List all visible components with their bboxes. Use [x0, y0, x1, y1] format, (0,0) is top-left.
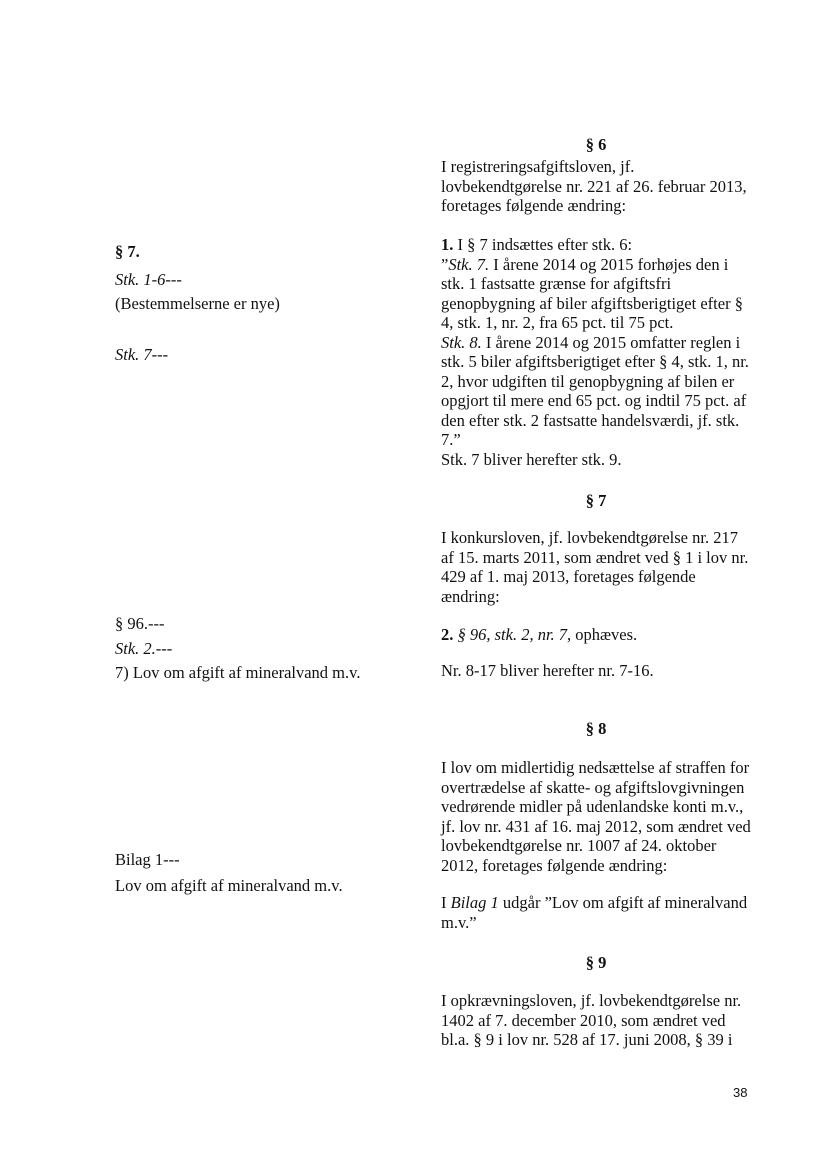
stk8-line: 7.”: [441, 430, 461, 449]
current-law-p7-stk7: Stk. 7---: [115, 345, 169, 364]
section-9-heading: § 9: [585, 953, 607, 972]
section-7-intro-line: ændring:: [441, 586, 500, 606]
section-8-intro: [441, 758, 751, 875]
change-text: udgår ”Lov om afgift af mineralvand: [498, 893, 748, 912]
amendment-2-ref: § 96, stk. 2, nr. 7: [457, 625, 568, 644]
section-8-intro-line: overtrædelse af skatte- og afgiftslovgivningen: [441, 777, 745, 797]
amendment-2: [441, 625, 637, 645]
amendment-number: 1.: [441, 235, 454, 254]
section-8-change-line: m.v.”: [441, 912, 477, 932]
section-6-intro: [441, 157, 747, 216]
section-9-intro-line: 1402 af 7. december 2010, som ændret ved: [441, 1010, 726, 1030]
stk7-label: Stk. 7.: [448, 254, 490, 274]
amendment-1-line: [441, 235, 749, 255]
stk8-line: opgjort til mere end 65 pct. og indtil 75 pct. af: [441, 391, 747, 410]
current-law-p96-stk2: Stk. 2.---: [115, 639, 173, 658]
stk8-first-line: [441, 333, 749, 353]
section-8-intro-line: I lov om midlertidig nedsættelse af straffen for: [441, 758, 750, 777]
section-8-intro-line: lovbekendtgørelse nr. 1007 af 24. oktober: [441, 836, 717, 855]
amendment-1-text: I § 7 indsættes efter stk. 6:: [453, 235, 633, 254]
current-law-p96-heading: § 96.---: [115, 614, 165, 633]
stk7-line: 4, stk. 1, nr. 2, fra 65 pct. til 75 pct.: [441, 313, 674, 332]
section-6-intro-line: foretages følgende ændring:: [441, 196, 627, 215]
section-8-intro-line: 2012, foretages følgende ændring:: [441, 855, 668, 875]
section-6-amendment: [441, 235, 749, 469]
section-7-intro-line: af 15. marts 2011, som ændret ved § 1 i lov nr.: [441, 547, 749, 567]
current-law-bilag-item: Lov om afgift af mineralvand m.v.: [115, 876, 343, 895]
opening-quote: ”: [441, 254, 449, 274]
change-prefix: I: [441, 893, 451, 912]
section-7-intro-line: 429 af 1. maj 2013, foretages følgende: [441, 567, 696, 586]
stk8-line: 2, hvor udgiften til genopbygning af bilen er: [441, 371, 735, 391]
stk7-line: genopbygning af biler afgiftsberigtiget efter §: [441, 293, 743, 313]
stk8-line: stk. 5 biler afgiftsberigtiget efter § 4, stk. 1, nr.: [441, 352, 749, 371]
section-7-intro: [441, 528, 748, 606]
page-number: 38: [733, 1085, 748, 1100]
amendment-number: 2.: [441, 625, 454, 644]
renumber-note: Stk. 7 bliver herefter stk. 9.: [441, 449, 622, 469]
bilag-ref: Bilag 1: [450, 893, 499, 912]
amendment-2-text: , ophæves.: [567, 625, 638, 644]
section-9-intro: [441, 991, 741, 1050]
current-law-bilag-heading: Bilag 1---: [115, 850, 180, 869]
stk7-first-line: [441, 255, 749, 275]
stk8-line: den efter stk. 2 fastsatte handelsværdi, jf. stk.: [441, 410, 740, 430]
section-8-intro-line: jf. lov nr. 431 af 16. maj 2012, som ændret ved: [441, 816, 751, 836]
current-law-p7-heading: § 7.: [115, 242, 140, 261]
section-6-intro-line: I registreringsafgiftsloven, jf.: [441, 157, 635, 176]
section-7-heading: § 7: [585, 491, 607, 510]
section-8-intro-line: vedrørende midler på udenlandske konti m.v.,: [441, 797, 744, 816]
stk8-text: I årene 2014 og 2015 omfatter reglen i: [481, 332, 741, 352]
section-7-renumber-note: Nr. 8-17 bliver herefter nr. 7-16.: [441, 661, 654, 680]
stk7-line: stk. 1 fastsatte grænse for afgiftsfri: [441, 274, 672, 293]
section-8-change: [441, 893, 747, 932]
section-6-heading: § 6: [585, 135, 607, 154]
section-9-intro-line: bl.a. § 9 i lov nr. 528 af 17. juni 2008, § 39 i: [441, 1030, 733, 1049]
current-law-p96-item7: 7) Lov om afgift af mineralvand m.v.: [115, 663, 361, 682]
stk8-label: Stk. 8.: [441, 332, 482, 352]
section-8-change-line: [441, 893, 747, 913]
current-law-p7-stk1-6: Stk. 1-6---: [115, 270, 182, 289]
stk7-text: I årene 2014 og 2015 forhøjes den i: [489, 254, 729, 274]
section-8-heading: § 8: [585, 719, 607, 738]
section-6-intro-line: lovbekendtgørelse nr. 221 af 26. februar 2013,: [441, 176, 747, 196]
section-7-intro-line: I konkursloven, jf. lovbekendtgørelse nr. 217: [441, 528, 738, 547]
current-law-p7-note: (Bestemmelserne er nye): [115, 294, 280, 313]
section-9-intro-line: I opkrævningsloven, jf. lovbekendtgørelse nr.: [441, 991, 742, 1010]
